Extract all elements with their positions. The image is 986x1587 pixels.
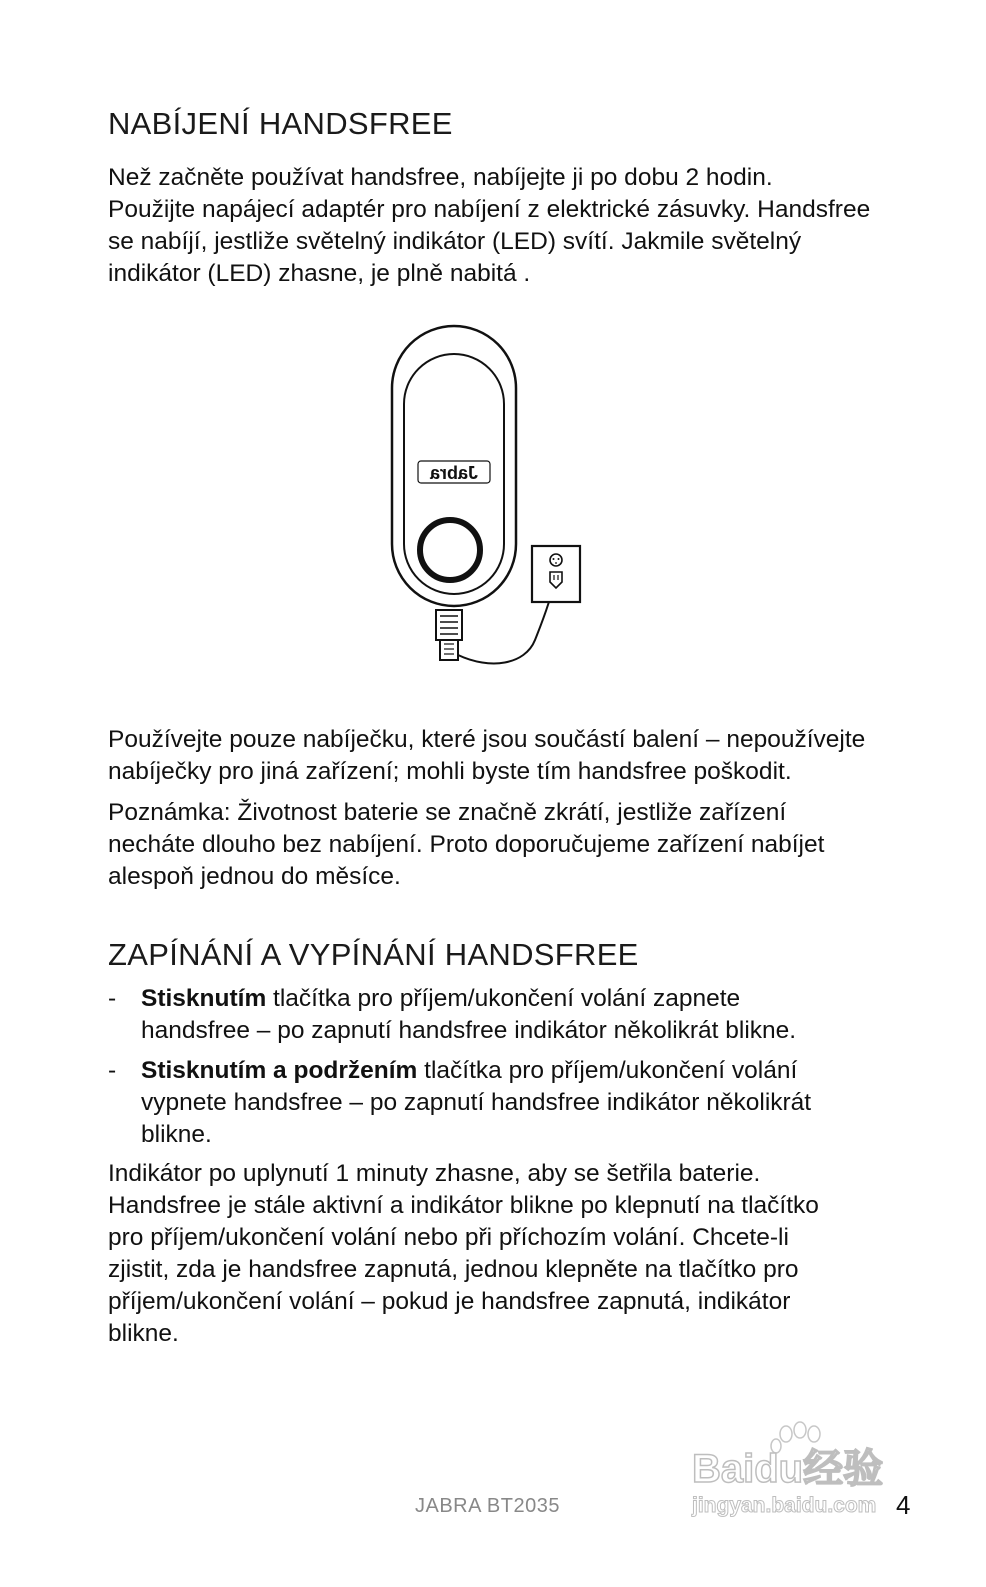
text-line: Handsfree je stále aktivní a indikátor blikne po klepnutí na tlačítko <box>108 1192 819 1219</box>
bold-term: Stisknutím a podržením <box>141 1057 418 1084</box>
text-line: pro příjem/ukončení volání nebo při příchozím volání. Chcete-li <box>108 1224 789 1251</box>
text-line: zjistit, zda je handsfree zapnutá, jednou klepněte na tlačítko pro <box>108 1256 799 1283</box>
bold-term: Stisknutím <box>141 985 267 1012</box>
indicator-paragraph <box>108 1158 888 1350</box>
text-line: alespoň jednou do měsíce. <box>108 863 401 890</box>
charging-intro-paragraph <box>108 162 888 290</box>
text-run: tlačítka pro příjem/ukončení volání <box>417 1057 798 1084</box>
section-heading-charging: NABÍJENÍ HANDSFREE <box>108 106 453 141</box>
call-button-circle <box>420 520 480 580</box>
text-line: handsfree – po zapnutí handsfree indikátor několikrát blikne. <box>141 1017 797 1044</box>
bullet-dash: - <box>108 985 117 1012</box>
text-line: Použijte napájecí adaptér pro nabíjení z elektrické zásuvky. Handsfree <box>108 196 871 223</box>
text-line: příjem/ukončení volání – pokud je handsfree zapnutá, indikátor <box>108 1288 791 1315</box>
text-line <box>141 983 891 1015</box>
logo-text: Jabra <box>429 463 479 483</box>
text-line: se nabíjí, jestliže světelný indikátor (LED) svítí. Jakmile světelný <box>108 228 802 255</box>
bullet-item-power-on <box>108 983 888 1047</box>
text-line: Používejte pouze nabíječku, které jsou součástí balení – nepoužívejte <box>108 726 866 753</box>
text-line: vypnete handsfree – po zapnutí handsfree indikátor několikrát <box>141 1089 812 1116</box>
bullet-item-power-off <box>108 1055 888 1151</box>
text-line: blikne. <box>108 1320 179 1347</box>
baidu-watermark <box>688 1420 928 1530</box>
bullet-dash: - <box>108 1057 117 1084</box>
charging-illustration <box>380 320 590 675</box>
text-line <box>141 1055 891 1087</box>
text-line: indikátor (LED) zhasne, je plně nabitá . <box>108 260 531 287</box>
bullet-text <box>141 1055 891 1151</box>
charger-connector <box>436 610 462 640</box>
text-line: Poznámka: Životnost baterie se značně zkrátí, jestliže zařízení <box>108 799 787 826</box>
bullet-text <box>141 983 891 1047</box>
text-line: blikne. <box>141 1121 212 1148</box>
text-line: Indikátor po uplynutí 1 minuty zhasne, aby se šetřila baterie. <box>108 1160 761 1187</box>
text-line: Než začněte používat handsfree, nabíjejte ji po dobu 2 hodin. <box>108 164 773 191</box>
text-line: necháte dlouho bez nabíjení. Proto doporučujeme zařízení nabíjet <box>108 831 825 858</box>
footer-brand: JABRA BT2035 <box>415 1495 560 1517</box>
text-run: tlačítka pro příjem/ukončení volání zapnete <box>266 985 741 1012</box>
page-number: 4 <box>896 1490 911 1520</box>
section-heading-power: ZAPÍNÁNÍ A VYPÍNÁNÍ HANDSFREE <box>108 937 639 972</box>
text-line: nabíječky pro jiná zařízení; mohli byste tím handsfree poškodit. <box>108 758 792 785</box>
watermark-url: jingyan.baidu.com <box>692 1494 877 1517</box>
battery-note-paragraph <box>108 797 888 893</box>
watermark-brand: Baidu经验 <box>692 1447 884 1491</box>
charger-warning-paragraph <box>108 724 888 788</box>
